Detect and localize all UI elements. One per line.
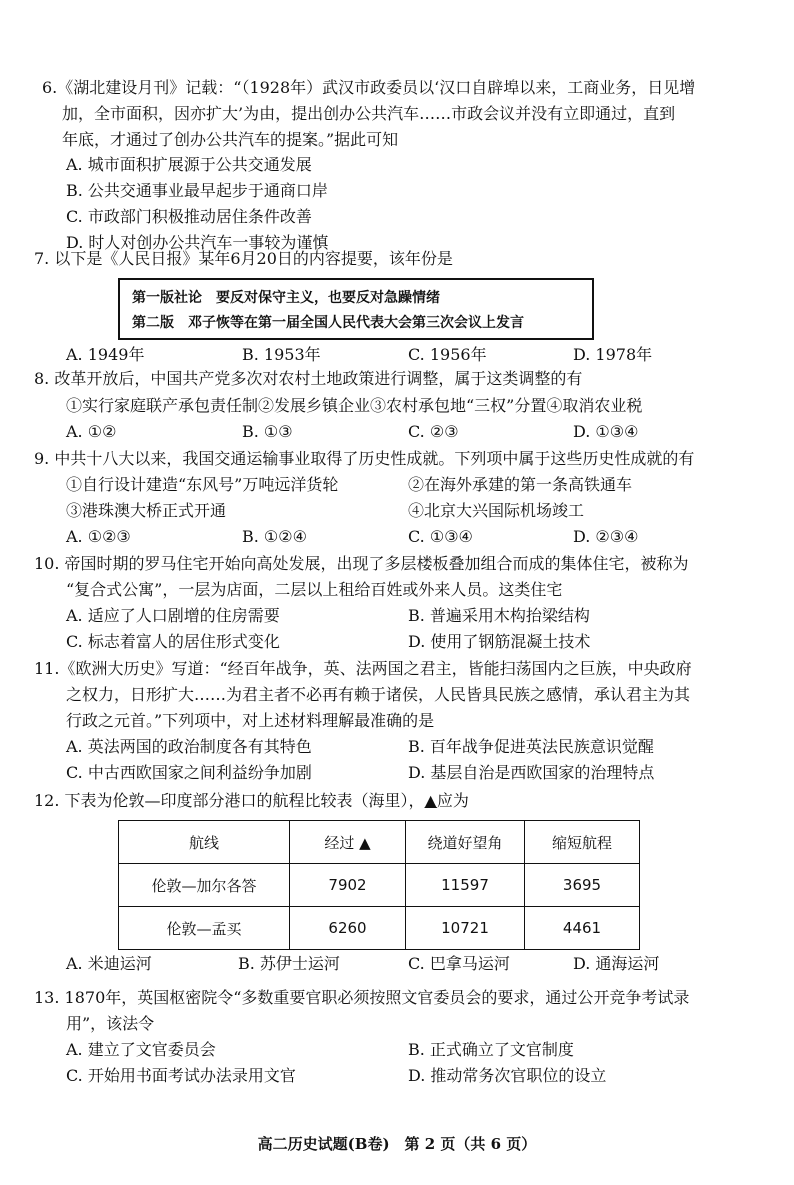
newspaper-summary-box bbox=[118, 278, 594, 340]
q7-option-d: D. 1978年 bbox=[573, 345, 653, 364]
box-line-1: 第一版社论 要反对保守主义，也要反对急躁情绪 bbox=[132, 290, 440, 306]
q11-option-a: A. 英法两国的政治制度各有其特色 bbox=[66, 737, 312, 756]
q9-option-c: C. ①③④ bbox=[408, 527, 473, 546]
table-header-cell: 缩短航程 bbox=[525, 821, 640, 864]
q7-option-a: A. 1949年 bbox=[66, 345, 145, 364]
q11-option-c: C. 中古西欧国家之间利益纷争加剧 bbox=[66, 763, 312, 782]
q11-stem-line-2: 之权力，日形扩大……为君主者不必再有赖于诸侯，人民皆具民族之感情，承认君主为其 bbox=[66, 685, 691, 704]
q9-item-3: ③港珠澳大桥正式开通 bbox=[66, 501, 227, 520]
q6-stem-line-1: 6.《湖北建设月刊》记载：“（1928年）武汉市政委员以‘汉口自辟埠以来，工商业务，日见增 bbox=[42, 78, 696, 97]
q7-option-c: C. 1956年 bbox=[408, 345, 487, 364]
table-row bbox=[119, 864, 640, 907]
q7-stem: 7. 以下是《人民日报》某年6月20日的内容提要，该年份是 bbox=[34, 249, 453, 268]
q12-stem bbox=[34, 789, 469, 813]
q12-option-a: A. 米迪运河 bbox=[66, 954, 152, 973]
table-header-cell: 经过 ▲ bbox=[290, 821, 406, 864]
table-cell: 伦敦—加尔各答 bbox=[119, 864, 290, 907]
q10-option-c: C. 标志着富人的居住形式变化 bbox=[66, 632, 280, 651]
box-line-2: 第二版 邓子恢等在第一届全国人民代表大会第三次会议上发言 bbox=[132, 315, 524, 331]
table-cell: 4461 bbox=[525, 907, 640, 950]
q13-stem-line-2: 用”，该法令 bbox=[66, 1014, 155, 1033]
q9-option-d: D. ②③④ bbox=[573, 527, 639, 546]
q8-items: ①实行家庭联产承包责任制②发展乡镇企业③农村承包地“三权”分置④取消农业税 bbox=[66, 396, 643, 415]
q9-item-1: ①自行设计建造“东风号”万吨远洋货轮 bbox=[66, 475, 339, 494]
q13-stem-line-1: 13. 1870年，英国枢密院令“多数重要官职必须按照文官委员会的要求，通过公开竞争考试录 bbox=[34, 988, 690, 1007]
q8-option-d: D. ①③④ bbox=[573, 422, 639, 441]
q13-option-c: C. 开始用书面考试办法录用文官 bbox=[66, 1066, 296, 1085]
q8-option-b: B. ①③ bbox=[242, 422, 293, 441]
q11-stem-line-3: 行政之元首。”下列项中，对上述材料理解最准确的是 bbox=[66, 711, 435, 730]
q13-option-a: A. 建立了文官委员会 bbox=[66, 1040, 216, 1059]
voyage-distance-table bbox=[118, 820, 640, 950]
table-row bbox=[119, 907, 640, 950]
q10-option-b: B. 普遍采用木构抬梁结构 bbox=[408, 606, 590, 625]
q6-option-c: C. 市政部门积极推动居住条件改善 bbox=[66, 207, 312, 226]
table-header-row bbox=[119, 821, 640, 864]
q11-option-b: B. 百年战争促进英法民族意识觉醒 bbox=[408, 737, 654, 756]
q9-item-2: ②在海外承建的第一条高铁通车 bbox=[408, 475, 633, 494]
q9-stem: 9. 中共十八大以来，我国交通运输事业取得了历史性成就。下列项中属于这些历史性成就的有 bbox=[34, 449, 695, 468]
page-footer: 高二历史试题(B卷) 第 2 页（共 6 页） bbox=[257, 1135, 537, 1153]
q13-option-b: B. 正式确立了文官制度 bbox=[408, 1040, 574, 1059]
q10-stem-line-1: 10. 帝国时期的罗马住宅开始向高处发展，出现了多层楼板叠加组合而成的集体住宅，被称为 bbox=[34, 554, 689, 573]
q11-stem-line-1: 11.《欧洲大历史》写道：“经百年战争，英、法两国之君主，皆能扫荡国内之巨族，中央政府 bbox=[34, 659, 692, 678]
table-cell: 7902 bbox=[290, 864, 406, 907]
table-cell: 6260 bbox=[290, 907, 406, 950]
q10-stem-line-2: “复合式公寓”，一层为店面，二层以上租给百姓或外来人员。这类住宅 bbox=[66, 580, 563, 599]
q6-option-d: D. 时人对创办公共汽车一事较为谨慎 bbox=[66, 233, 329, 252]
q8-stem: 8. 改革开放后，中国共产党多次对农村土地政策进行调整，属于这类调整的有 bbox=[34, 369, 583, 388]
q10-option-a: A. 适应了人口剧增的住房需要 bbox=[66, 606, 280, 625]
q10-option-d: D. 使用了钢筋混凝土技术 bbox=[408, 632, 591, 651]
table-cell: 10721 bbox=[406, 907, 525, 950]
q6-option-b: B. 公共交通事业最早起步于通商口岸 bbox=[66, 181, 328, 200]
q13-option-d: D. 推动常务次官职位的设立 bbox=[408, 1066, 607, 1085]
q9-item-4: ④北京大兴国际机场竣工 bbox=[408, 501, 585, 520]
table-cell: 3695 bbox=[525, 864, 640, 907]
table-header-cell: 绕道好望角 bbox=[406, 821, 525, 864]
q12-option-b: B. 苏伊士运河 bbox=[238, 954, 340, 973]
q6-stem-line-3: 年底，才通过了创办公共汽车的提案。”据此可知 bbox=[62, 130, 399, 149]
q12-stem-after: 应为 bbox=[436, 791, 469, 810]
q9-option-b: B. ①②④ bbox=[242, 527, 307, 546]
table-cell: 伦敦—孟买 bbox=[119, 907, 290, 950]
q7-option-b: B. 1953年 bbox=[242, 345, 321, 364]
triangle-mark-icon: ▲ bbox=[424, 791, 437, 810]
q6-stem-line-2: 加，全市面积，因亦扩大’为由，提出创办公共汽车……市政会议并没有立即通过，直到 bbox=[62, 104, 676, 123]
q12-option-d: D. 通海运河 bbox=[573, 954, 660, 973]
q6-option-a: A. 城市面积扩展源于公共交通发展 bbox=[66, 155, 312, 174]
q12-stem-before: 12. 下表为伦敦—印度部分港口的航程比较表（海里）， bbox=[34, 791, 425, 810]
table-cell: 11597 bbox=[406, 864, 525, 907]
q11-option-d: D. 基层自治是西欧国家的治理特点 bbox=[408, 763, 655, 782]
table-header-cell: 航线 bbox=[119, 821, 290, 864]
q9-option-a: A. ①②③ bbox=[66, 527, 131, 546]
q12-option-c: C. 巴拿马运河 bbox=[408, 954, 510, 973]
q8-option-c: C. ②③ bbox=[408, 422, 459, 441]
q8-option-a: A. ①② bbox=[66, 422, 117, 441]
